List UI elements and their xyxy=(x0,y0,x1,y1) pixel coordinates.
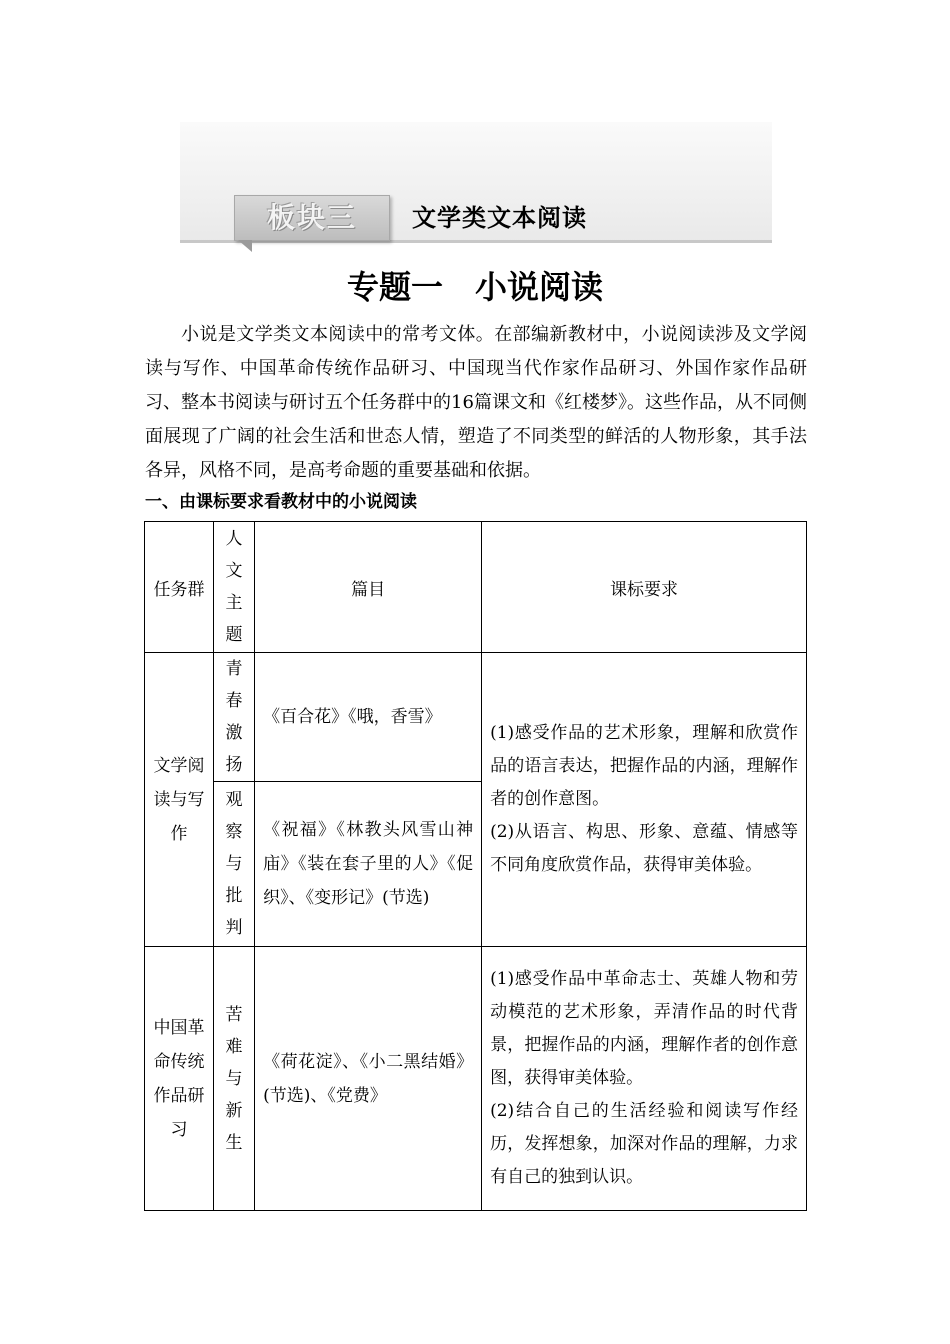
header-requirements: 课标要求 xyxy=(482,522,807,653)
titles-cell: 《祝福》《林教头风雪山神庙》《装在套子里的人》《促织》、《变形记》(节选) xyxy=(255,782,482,947)
titles-cell: 《百合花》《哦，香雪》 xyxy=(255,653,482,782)
requirement-item: (1)感受作品的艺术形象，理解和欣赏作品的语言表达，把握作品的内涵，理解作者的创作意图。 xyxy=(490,723,798,809)
theme-cell xyxy=(213,782,254,947)
table-header-row xyxy=(145,522,807,653)
theme-char: 激 xyxy=(225,723,243,743)
header-theme-char: 文 xyxy=(225,561,243,581)
group-name: 中国革命传统作品研习 xyxy=(145,947,214,1211)
theme-char: 新 xyxy=(225,1100,243,1121)
header-theme-char: 题 xyxy=(225,625,243,645)
titles-cell: 《荷花淀》、《小二黑结婚》(节选)、《党费》 xyxy=(255,947,482,1211)
header-theme-char: 人 xyxy=(225,529,243,549)
theme-char: 难 xyxy=(225,1036,243,1057)
table-row xyxy=(145,653,807,782)
theme-char: 苦 xyxy=(225,1004,243,1025)
header-theme-char: 主 xyxy=(225,593,243,613)
header-theme xyxy=(213,522,254,653)
section-heading: 一、由课标要求看教材中的小说阅读 xyxy=(145,492,417,512)
requirement-item: (2)结合自己的生活经验和阅读写作经历，发挥想象，加深对作品的理解，力求有自己的独到认识。 xyxy=(490,1101,798,1187)
theme-char: 与 xyxy=(225,1068,243,1089)
group-name: 文学阅读与写作 xyxy=(145,653,214,947)
banner-tab xyxy=(234,195,390,241)
intro-paragraph: 小说是文学类文本阅读中的常考文体。在部编新教材中，小说阅读涉及文学阅读与写作、中国革命传统作品研习、中国现当代作家作品研习、外国作家作品研习、整本书阅读与研讨五个任务群中的16篇课文和《红楼梦》。这些作品，从不同侧面展现了广阔的社会生活和世态人情，塑造了不同类型的鲜活的人物形象，其手法各异，风格不同，是高考命题的重要基础和依据。 xyxy=(145,324,807,481)
banner-tab-label: 板块三 xyxy=(266,201,357,234)
topic-heading: 专题一 小说阅读 xyxy=(346,268,603,306)
requirements-cell xyxy=(482,947,807,1211)
header-group: 任务群 xyxy=(145,522,214,653)
theme-cell xyxy=(213,947,254,1211)
theme-char: 生 xyxy=(225,1132,243,1153)
theme-char: 青 xyxy=(225,659,243,679)
theme-char: 批 xyxy=(225,886,243,906)
table-row xyxy=(145,947,807,1211)
section-banner xyxy=(180,122,772,250)
requirement-item: (1)感受作品中革命志士、英雄人物和劳动模范的艺术形象，弄清作品的时代背景，把握作品的内涵，理解作者的创作意图，获得审美体验。 xyxy=(490,969,798,1088)
banner-tab-notch xyxy=(238,240,252,252)
requirements-cell xyxy=(482,653,807,947)
theme-cell xyxy=(213,653,254,782)
theme-char: 与 xyxy=(225,854,243,874)
theme-char: 扬 xyxy=(225,755,243,775)
header-titles: 篇目 xyxy=(255,522,482,653)
theme-char: 判 xyxy=(225,918,243,938)
theme-char: 察 xyxy=(225,822,243,842)
curriculum-table xyxy=(144,521,807,1211)
requirement-item: (2)从语言、构思、形象、意蕴、情感等不同角度欣赏作品，获得审美体验。 xyxy=(490,822,798,875)
theme-char: 观 xyxy=(225,790,243,810)
theme-char: 春 xyxy=(225,691,243,711)
banner-title: 文学类文本阅读 xyxy=(412,204,587,232)
